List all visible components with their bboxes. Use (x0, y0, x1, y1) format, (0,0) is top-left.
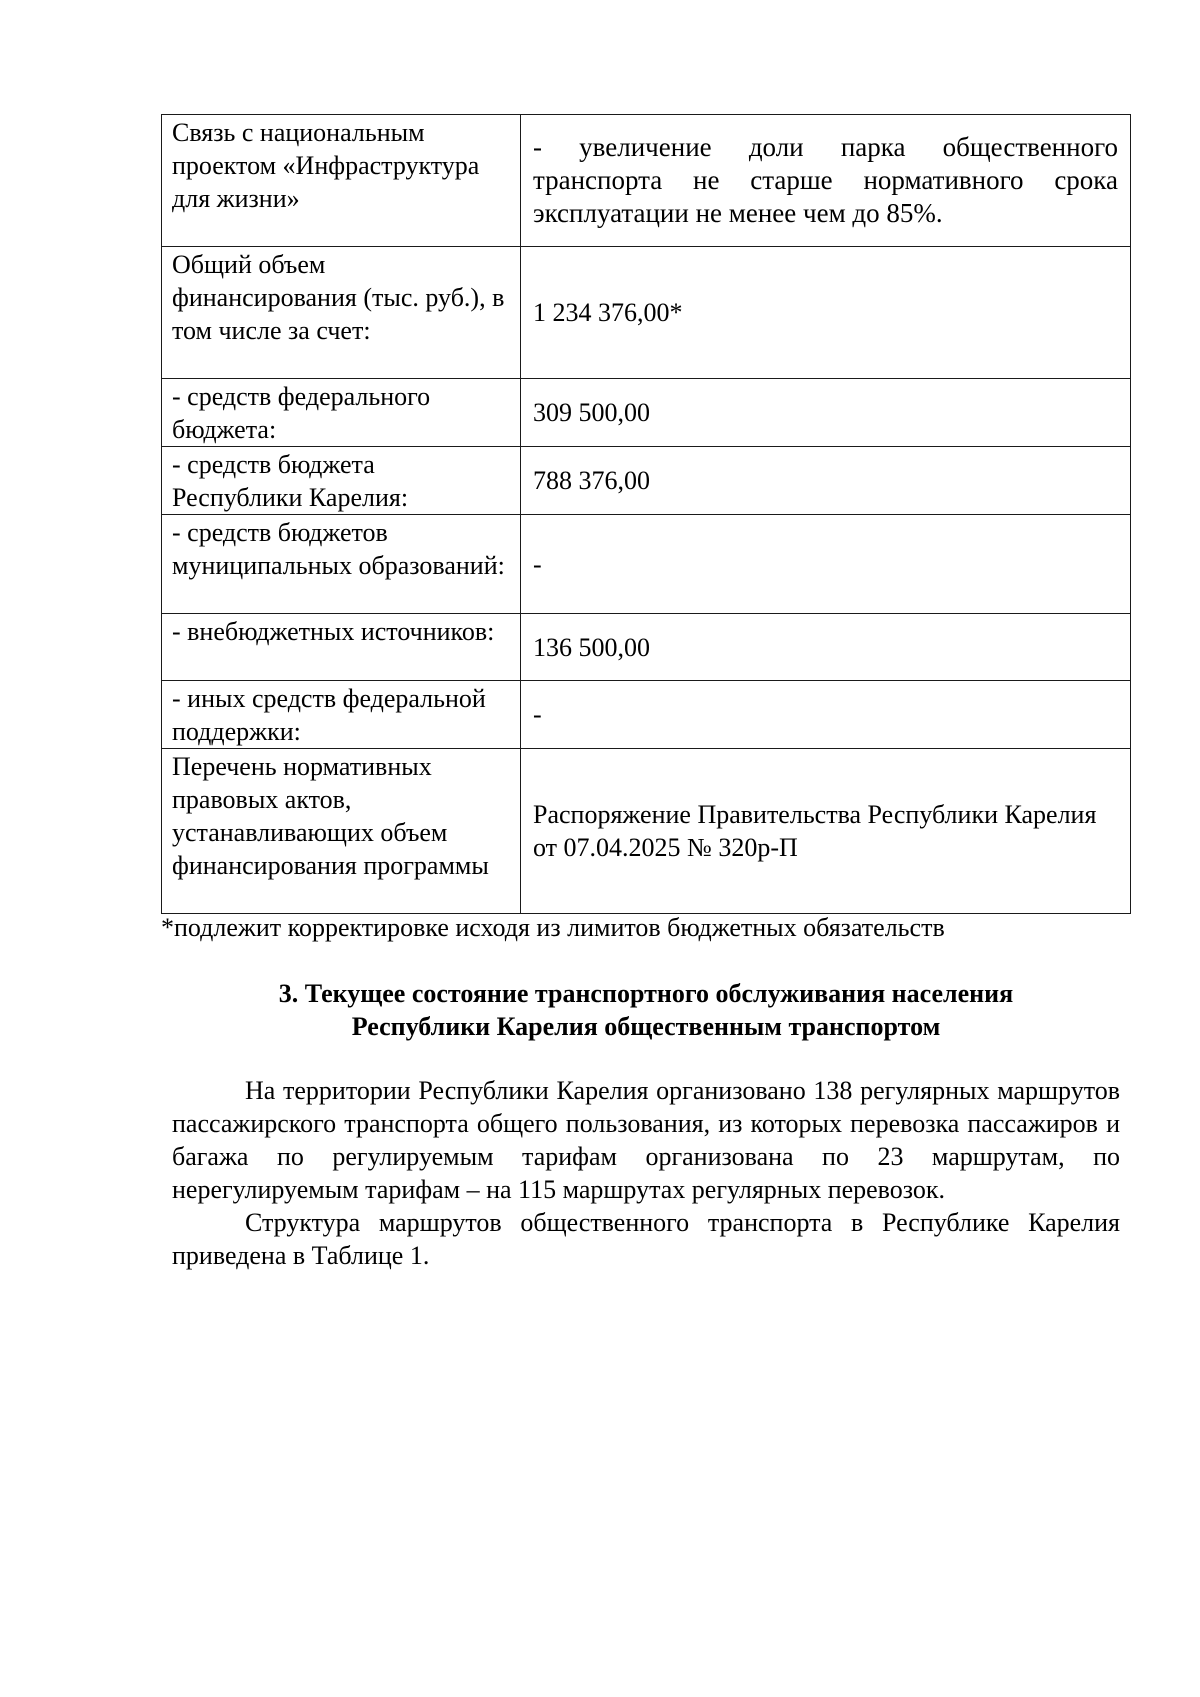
program-passport-table (161, 114, 1131, 914)
table-row (162, 681, 1131, 749)
row-value-extrabudgetary: 136 500,00 (521, 614, 1131, 681)
section-body (172, 1074, 1120, 1272)
row-label-extrabudgetary: - внебюджетных источников: (162, 614, 521, 681)
row-label-republic-budget: - средств бюджета Республики Карелия: (162, 447, 521, 515)
table-row (162, 515, 1131, 614)
row-value-federal-budget: 309 500,00 (521, 379, 1131, 447)
section-heading (161, 977, 1131, 1043)
table-row (162, 379, 1131, 447)
table-row (162, 447, 1131, 515)
row-label-federal-budget: - средств федерального бюджета: (162, 379, 521, 447)
table-row (162, 115, 1131, 247)
paragraph-structure: Структура маршрутов общественного транспорта в Республике Карелия приведена в Таблице 1. (172, 1208, 1120, 1270)
row-value-republic-budget: 788 376,00 (521, 447, 1131, 515)
row-value-legal-acts: Распоряжение Правительства Республики Карелия от 07.04.2025 № 320р-П (521, 749, 1131, 914)
row-value-national-project: - увеличение доли парка общественного транспорта не старше нормативного срока эксплуатации не менее чем до 85%. (521, 115, 1131, 247)
table-footnote: *подлежит корректировке исходя из лимитов бюджетных обязательств (161, 913, 945, 942)
row-value-municipal-budgets: - (521, 515, 1131, 614)
row-label-other-federal-support: - иных средств федеральной поддержки: (162, 681, 521, 749)
row-label-legal-acts: Перечень нормативных правовых актов, устанавливающих объем финансирования программы (162, 749, 521, 914)
table-row (162, 749, 1131, 914)
section-heading-line-2: Республики Карелия общественным транспортом (351, 1012, 941, 1041)
section-heading-line-1: 3. Текущее состояние транспортного обслуживания населения (278, 979, 1014, 1008)
paragraph-routes: На территории Республики Карелия организовано 138 регулярных маршрутов пассажирского транспорта общего пользования, из которых перевозка пассажиров и багажа по регулируемым тарифам организована по 23 маршрутам, по нерегулируемым тарифам – на 115 маршрутах регулярных перевозок. (172, 1076, 1120, 1204)
row-value-total-financing: 1 234 376,00* (521, 247, 1131, 379)
table-row (162, 247, 1131, 379)
row-value-other-federal-support: - (521, 681, 1131, 749)
row-label-total-financing: Общий объем финансирования (тыс. руб.), в том числе за счет: (162, 247, 521, 379)
row-label-municipal-budgets: - средств бюджетов муниципальных образований: (162, 515, 521, 614)
table-row (162, 614, 1131, 681)
row-label-national-project: Связь с национальным проектом «Инфраструктура для жизни» (162, 115, 521, 247)
